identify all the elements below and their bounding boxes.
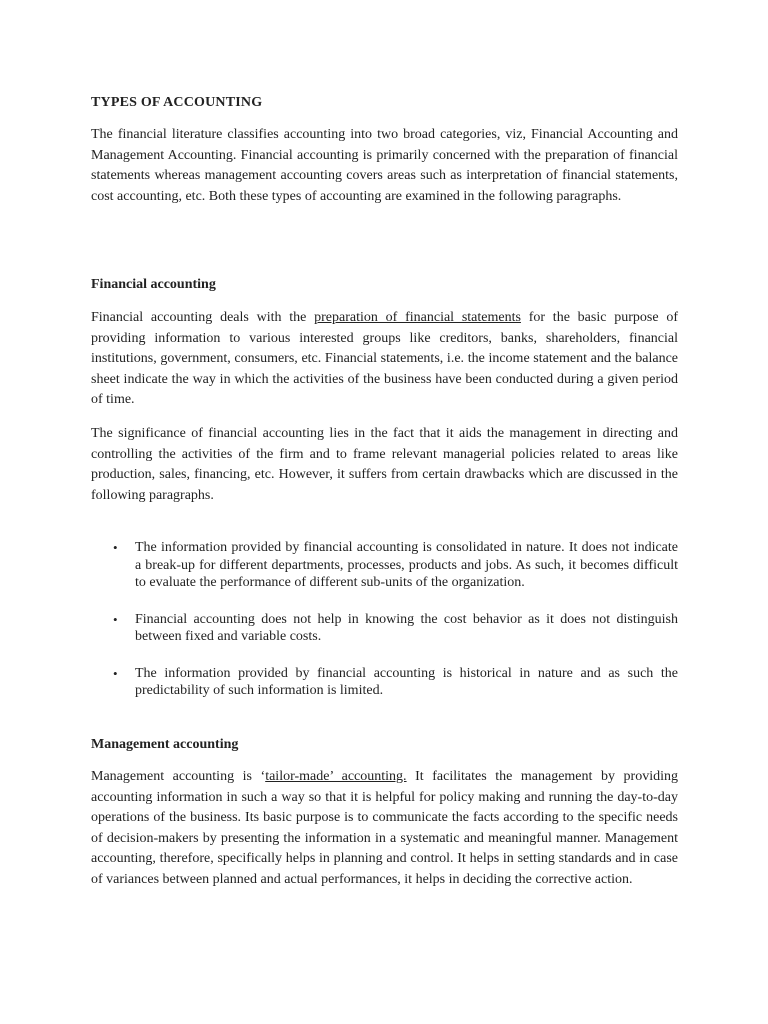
drawbacks-list <box>91 539 678 700</box>
bullet-text: The information provided by financial accounting is historical in nature and as such the predictability of such information is limited. <box>135 665 678 698</box>
financial-p1-text-after: for the basic purpose of providing information to various interested groups like creditors, banks, shareholders, financial institutions, government, consumers, etc. Financial statements, i.e. the income statement and the balance sheet indicate the way in which the activities of the business have been conducted during a given period of time. <box>91 310 678 407</box>
management-paragraph-1 <box>91 767 678 890</box>
intro-section <box>91 125 678 207</box>
management-accounting-heading: Management accounting <box>91 737 239 752</box>
management-p1-text-after: It facilitates the management by providing accounting information in such a way so that it is helpful for policy making and running the day-to-day operations of the business. Its basic purpose is to communicate the facts according to the specific needs of decision-makers by presenting the information in a systematic and meaningful manner. Management accounting, therefore, specifically helps in planning and control. It helps in setting standards and in case of variances between planned and actual performances, it helps in deciding the corrective action. <box>91 769 678 887</box>
bullet-icon: • <box>113 611 118 627</box>
management-heading-wrap <box>91 735 678 755</box>
financial-p2-wrap <box>91 424 678 506</box>
management-p1-wrap <box>91 767 678 890</box>
financial-p1-text-before: Financial accounting deals with the <box>91 310 315 325</box>
bullet-text: Financial accounting does not help in knowing the cost behavior as it does not distinguish between fixed and variable costs. <box>135 611 678 644</box>
financial-paragraph-1 <box>91 308 678 411</box>
financial-p1-wrap <box>91 308 678 411</box>
list-item <box>91 539 678 592</box>
tailor-made-accounting-link[interactable]: tailor-made’ accounting. <box>265 769 407 784</box>
drawbacks-list-wrap <box>91 539 678 700</box>
financial-heading-wrap <box>91 275 678 295</box>
bullet-icon: • <box>113 540 118 555</box>
list-item <box>91 611 678 646</box>
intro-paragraph: The financial literature classifies accounting into two broad categories, viz, Financial Accounting and Management Accounting. Financial accounting is primarily concerned with the preparation of financial statements whereas management accounting covers areas such as interpretation of financial statements, cost accounting, etc. Both these types of accounting are examined in the following paragraphs. <box>91 127 678 204</box>
bullet-icon: • <box>113 665 118 681</box>
financial-accounting-heading: Financial accounting <box>91 277 216 292</box>
financial-paragraph-2: The significance of financial accounting lies in the fact that it aids the management in directing and controlling the activities of the firm and to frame relevant managerial policies related to areas like production, sales, financing, etc. However, it suffers from certain drawbacks which are discussed in the following paragraphs. <box>91 426 678 503</box>
list-item <box>91 665 678 700</box>
financial-statements-link[interactable]: preparation of financial statements <box>314 310 521 325</box>
management-p1-text-before: Management accounting is ‘ <box>91 769 266 784</box>
page-title: TYPES OF ACCOUNTING <box>91 95 263 110</box>
bullet-text: The information provided by financial accounting is consolidated in nature. It does not indicate a break-up for different departments, processes, products and jobs. As such, it becomes difficult to evaluate the performance of different sub-units of the organization. <box>135 540 678 590</box>
